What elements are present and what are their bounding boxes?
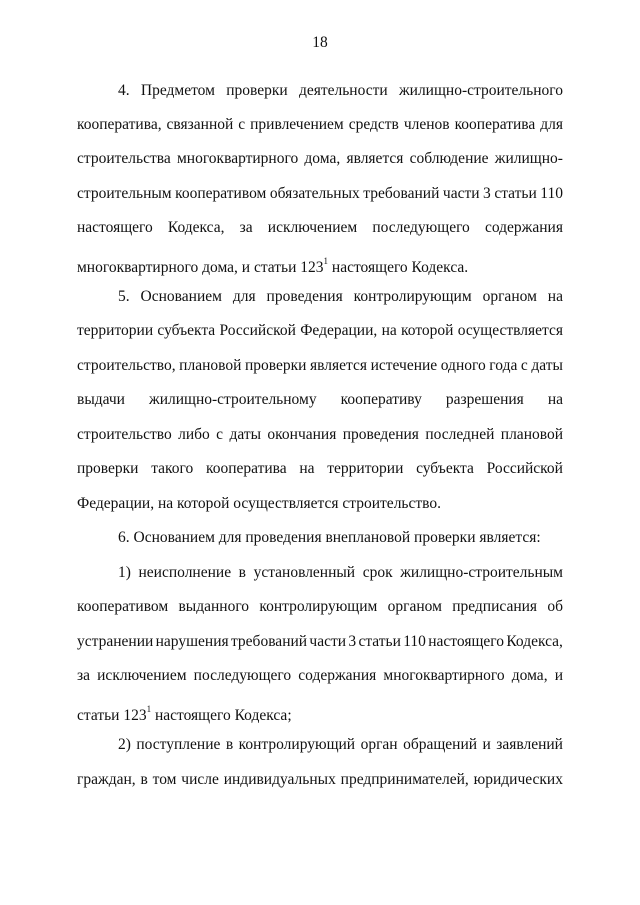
- word: территории: [327, 460, 404, 477]
- word: юридических: [473, 771, 563, 788]
- word: граждан,: [77, 771, 136, 788]
- word: кооперативом: [175, 185, 267, 202]
- paragraph-5-line-2: [77, 321, 563, 341]
- word: последней: [425, 426, 495, 443]
- superscript: 1: [323, 256, 329, 266]
- word: неисполнение: [138, 564, 232, 581]
- paragraph-4-line-2: [77, 115, 563, 135]
- word: обращений: [403, 736, 478, 753]
- word: проверки: [244, 357, 307, 374]
- word: выданного: [178, 598, 250, 615]
- word: 5.: [118, 288, 130, 305]
- word: контролирующим: [353, 288, 472, 305]
- word: проверки: [77, 460, 139, 477]
- word: территории: [77, 322, 154, 339]
- word: либо: [178, 426, 210, 443]
- paragraph-4-line-3: [77, 149, 563, 169]
- word: настоящего: [77, 219, 153, 236]
- paragraph-5-line-1: [118, 287, 563, 307]
- paragraph-5-line-3: [77, 356, 563, 376]
- word: года: [489, 357, 518, 374]
- word: устранении: [77, 633, 154, 650]
- word: дома,: [304, 150, 341, 167]
- word: окончания: [267, 426, 337, 443]
- word: Кодекса,: [167, 219, 225, 236]
- word: проведения: [266, 288, 343, 305]
- word: последующего: [372, 219, 470, 236]
- word: контролирующим: [259, 598, 378, 615]
- word: дома,: [511, 667, 548, 684]
- word: поступление: [136, 736, 221, 753]
- item-1-line-5-tail: настоящего Кодекса;: [151, 707, 292, 725]
- paragraph-5-line-5: [77, 425, 563, 445]
- word: 2): [118, 736, 131, 753]
- word: кооператива,: [77, 116, 162, 133]
- word: с: [238, 116, 246, 133]
- word: части: [442, 185, 480, 202]
- word: одного: [440, 357, 486, 374]
- word: строительство: [77, 426, 172, 443]
- word: для: [232, 288, 256, 305]
- word: проверки: [226, 82, 288, 99]
- word: для: [540, 116, 563, 133]
- word: за: [239, 219, 253, 236]
- word: на: [547, 288, 563, 305]
- word: об: [547, 598, 563, 615]
- word: индивидуальных: [223, 771, 336, 788]
- item-1-line-2: [77, 597, 563, 617]
- word: строительство,: [77, 357, 176, 374]
- item-1-line-4: [77, 666, 563, 686]
- paragraph-4-line-1: [118, 81, 563, 101]
- word: Предметом: [140, 82, 215, 99]
- paragraph-4-line-5: [77, 218, 563, 238]
- word: статьи: [358, 633, 401, 650]
- word: исключением: [97, 667, 187, 684]
- word: Российской: [219, 322, 296, 339]
- word: обязательных: [269, 185, 360, 202]
- word: плановой: [179, 357, 242, 374]
- word: строительства: [77, 150, 171, 167]
- word: орган: [360, 736, 398, 753]
- word: является: [310, 357, 367, 374]
- word: требований: [363, 185, 440, 202]
- word: 110: [403, 633, 426, 650]
- item-2-line-1: [118, 735, 563, 755]
- word: статьи: [494, 185, 537, 202]
- word: жилищно-строительного: [398, 82, 563, 99]
- word: жилищно-: [494, 150, 563, 167]
- word: привлечением: [250, 116, 344, 133]
- word: членов: [403, 116, 450, 133]
- word: кооперативом: [77, 598, 169, 615]
- word: жилищно-строительному: [148, 391, 317, 408]
- word: 3: [483, 185, 491, 202]
- word: последующего: [193, 667, 292, 684]
- word: Кодекса,: [506, 633, 563, 650]
- word: настоящего: [428, 633, 504, 650]
- word: нарушения: [155, 633, 229, 650]
- paragraph-4-line-6-tail: настоящего Кодекса.: [328, 259, 469, 277]
- item-1-line-3: [77, 632, 563, 652]
- word: органом: [387, 598, 442, 615]
- word: контролирующий: [238, 736, 356, 753]
- word: на: [381, 322, 397, 339]
- word: многоквартирного: [383, 667, 505, 684]
- word: кооператива: [205, 460, 287, 477]
- word: на: [547, 391, 563, 408]
- word: является: [346, 150, 404, 167]
- word: такого: [151, 460, 194, 477]
- word: на: [299, 460, 315, 477]
- word: том: [152, 771, 177, 788]
- word: разрешения: [445, 391, 524, 408]
- word: строительным: [77, 185, 172, 202]
- word: содержания: [484, 219, 563, 236]
- superscript: 1: [146, 704, 152, 714]
- word: осуществляется: [457, 322, 563, 339]
- word: требований: [230, 633, 308, 650]
- word: за: [77, 667, 91, 684]
- paragraph-5-line-7: Федерации, на которой осуществляется строительство.: [77, 495, 441, 512]
- paragraph-5-line-4: [77, 390, 563, 410]
- word: в: [140, 771, 148, 788]
- word: Федерации,: [300, 322, 378, 339]
- word: истечение: [370, 357, 438, 374]
- paragraph-4-line-6: [77, 253, 469, 277]
- word: даты: [229, 426, 262, 443]
- word: 4.: [118, 82, 130, 99]
- paragraph-5-line-6: [77, 459, 563, 479]
- word: даты: [531, 357, 563, 374]
- word: Основанием: [140, 288, 222, 305]
- word: деятельности: [298, 82, 388, 99]
- word: 3: [348, 633, 357, 650]
- word: с: [216, 426, 224, 443]
- word: исключением: [267, 219, 358, 236]
- word: средств: [348, 116, 399, 133]
- word: которой: [401, 322, 454, 339]
- word: и: [482, 736, 491, 753]
- word: субъекта: [416, 460, 474, 477]
- word: с: [520, 357, 528, 374]
- word: многоквартирного: [176, 150, 299, 167]
- word: 110: [540, 185, 563, 202]
- paragraph-6-line-1: 6. Основанием для проведения внеплановой проверки является:: [118, 529, 541, 546]
- word: связанной: [166, 116, 234, 133]
- word: 1): [118, 564, 131, 581]
- word: в: [238, 564, 246, 581]
- word: органом: [482, 288, 537, 305]
- item-2-line-2: [77, 770, 563, 790]
- word: плановой: [500, 426, 563, 443]
- word: соблюдение: [409, 150, 489, 167]
- word: в: [225, 736, 234, 753]
- item-1-line-5-text: статьи 123: [77, 707, 147, 725]
- item-1-line-5: [77, 701, 292, 725]
- page-number: 18: [312, 34, 328, 51]
- word: части: [309, 633, 347, 650]
- word: установленный: [253, 564, 356, 581]
- word: содержания: [298, 667, 377, 684]
- word: Российской: [486, 460, 563, 477]
- word: выдачи: [77, 391, 125, 408]
- paragraph-4-line-4: [77, 184, 563, 204]
- word: предпринимателей,: [340, 771, 469, 788]
- word: кооперативу: [340, 391, 422, 408]
- word: проведения: [342, 426, 419, 443]
- word: кооператива: [454, 116, 536, 133]
- word: числе: [181, 771, 219, 788]
- item-1-line-1: [118, 563, 563, 583]
- word: заявлений: [496, 736, 563, 753]
- word: жилищно-строительным: [400, 564, 563, 581]
- word: и: [554, 667, 563, 684]
- word: предписания: [452, 598, 538, 615]
- word: срок: [362, 564, 393, 581]
- paragraph-4-line-6-text: многоквартирного дома, и статьи 123: [77, 259, 324, 277]
- word: субъекта: [157, 322, 216, 339]
